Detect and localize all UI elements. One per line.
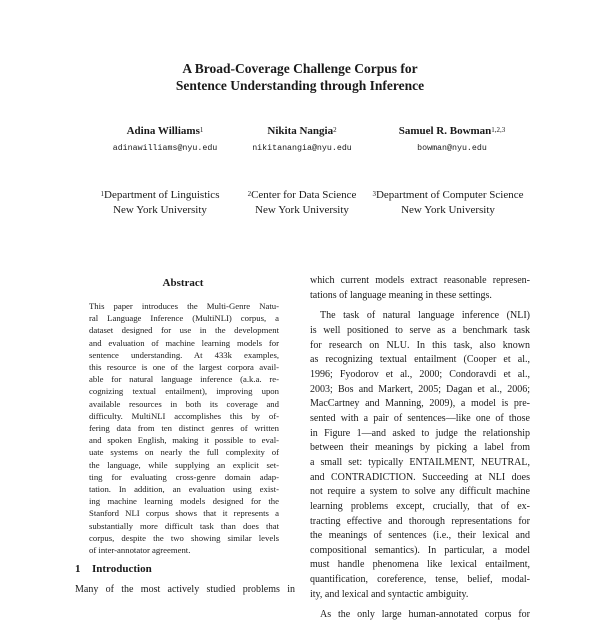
text-line: and spoken English, making it possible to eval-	[89, 435, 279, 446]
text-line: fering data from ten distinct genres of written	[89, 423, 279, 434]
right-column-text	[310, 274, 530, 623]
text-line: available resources in both its coverage and	[89, 398, 279, 409]
text-line: as recognizing textual entailment (Cooper et al.,	[310, 354, 530, 366]
affiliation-mark: 3	[372, 190, 376, 198]
text-line: dataset designed for use in the development	[89, 325, 279, 336]
affiliation-dept: Center for Data Science	[251, 189, 357, 201]
paper-title	[0, 60, 600, 94]
author-block	[222, 124, 382, 155]
text-line: and CONTRADICTION. Succeeding at NLI does	[310, 471, 530, 483]
text-line: ity, and lexical and syntactic ambiguity.	[310, 588, 469, 600]
affiliation	[364, 188, 532, 218]
text-line: must handle phenomena like lexical entailment,	[310, 559, 530, 571]
text-line: corpus, despite the two showing similar levels	[89, 532, 279, 543]
author-block	[367, 124, 537, 155]
intro-first-line: Many of the most actively studied problems in	[75, 584, 295, 595]
affiliation-mark: 1	[100, 190, 104, 198]
text-line: Stanford NLI corpus shows that it represents a	[89, 508, 279, 519]
text-line: learning problems except, crucially, that of ex-	[310, 500, 530, 512]
abstract-body	[89, 300, 279, 556]
section-number: 1	[75, 563, 81, 575]
affiliation-dept: Department of Computer Science	[375, 189, 524, 201]
section-heading	[75, 562, 152, 576]
title-line: A Broad-Coverage Challenge Corpus for	[182, 61, 418, 76]
section-title: Introduction	[92, 563, 152, 575]
author-email: nikitanangia@nyu.edu	[252, 144, 352, 153]
affiliation-mark: 2	[247, 190, 252, 198]
text-line: ting for evaluating cross-genre domain adap-	[89, 471, 279, 482]
author-affil-mark: 1	[199, 126, 204, 134]
text-line: tation. In addition, an evaluation using exist-	[89, 484, 279, 495]
text-line: is well positioned to serve as a benchmark task	[310, 324, 530, 336]
author-block	[85, 124, 245, 155]
text-line: for research on NLU. In this task, also known	[310, 339, 530, 351]
text-line: able for natural language inference (a.k.a. re-	[89, 374, 279, 385]
author-affil-mark: 1,2,3	[491, 126, 506, 134]
text-line: in Figure 1—and asked to judge the relationship	[310, 427, 530, 439]
text-line: quantification, coreference, tense, belief, modal-	[310, 574, 530, 586]
author-name: Nikita Nangia$^2$	[267, 125, 337, 137]
affiliation-dept: Department of Linguistics	[104, 189, 220, 201]
text-line: of inter-annotator agreement.	[89, 545, 191, 556]
text-line: a small set: typically ENTAILMENT, NEUTRAL,	[310, 456, 530, 468]
text-line: ing machine learning models designed for the	[89, 496, 279, 507]
author-affil-mark: 2	[333, 126, 337, 134]
text-line: sentence understanding. At 433k examples,	[89, 349, 279, 360]
author-name: Adina Williams$^1$	[126, 125, 204, 137]
affiliation-university: New York University	[401, 204, 495, 216]
affiliation-university: New York University	[113, 204, 207, 216]
text-line: the language, while supplying an explicit set-	[89, 459, 279, 470]
affiliation	[90, 188, 230, 218]
abstract-heading: Abstract	[162, 277, 204, 289]
text-line: between their meanings by picking a label from	[310, 442, 530, 454]
text-line: This paper introduces the Multi-Genre Natu-	[89, 301, 279, 311]
text-line: sented with a pair of sentences—like one of those	[310, 412, 530, 424]
text-line: not require a system to solve any difficult machine	[310, 486, 530, 498]
text-line: 1996; Fyodorov et al., 2000; Condoravdi et al.,	[310, 368, 530, 380]
text-line: As the only large human-annotated corpus for	[320, 609, 530, 621]
text-line: ral Language Inference (MultiNLI) corpus, a	[89, 313, 279, 324]
text-line: substantially more difficult task than does that	[89, 520, 279, 531]
text-line: difficulty. MultiNLI accomplishes this by of-	[89, 410, 279, 421]
text-line: and evaluation of machine learning models for	[89, 337, 279, 348]
text-line: uate systems on nearly the full complexity of	[89, 447, 279, 458]
text-line: which current models extract reasonable represen-	[310, 275, 530, 286]
text-line: The task of natural language inference (NLI)	[320, 310, 530, 322]
author-name: Samuel R. Bowman$^{1,2,3}$	[398, 125, 506, 137]
text-line: cognizing textual entailment), improving upon	[89, 386, 279, 397]
text-line: tracting effective and thorough representations for	[310, 515, 530, 527]
author-email: bowman@nyu.edu	[417, 144, 487, 153]
text-line: this resource is one of the largest corpora avail-	[89, 362, 279, 373]
text-line: the meanings of sentences (i.e., their lexical and	[310, 530, 530, 542]
author-email: adinawilliams@nyu.edu	[112, 144, 218, 153]
text-line: compositional semantics). In particular, a model	[310, 544, 530, 556]
title-line: Sentence Understanding through Inference	[175, 78, 425, 93]
affiliation-university: New York University	[255, 204, 349, 216]
text-line: MacCartney and Manning, 2009), a model is pre-	[310, 398, 530, 410]
text-line: tations of language meaning in these settings.	[310, 289, 492, 301]
text-line: 2003; Bos and Markert, 2005; Dagan et al., 2006;	[310, 383, 530, 395]
affiliation	[232, 188, 372, 218]
